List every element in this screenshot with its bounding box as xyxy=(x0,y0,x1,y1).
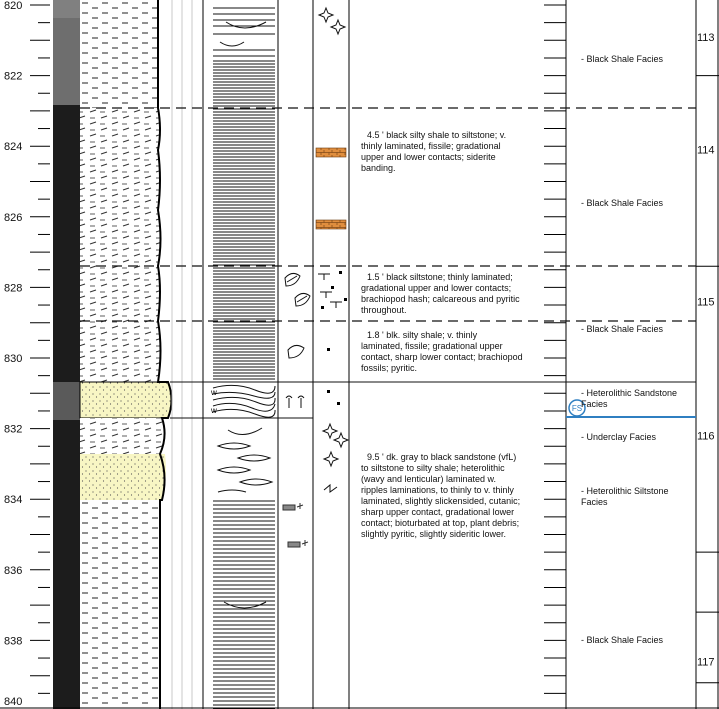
wavy-bedding xyxy=(213,385,275,417)
facies-label xyxy=(581,432,657,442)
slickenside-icon xyxy=(323,424,337,438)
depth-label: 834 xyxy=(4,494,23,507)
bed-description-line: 1.8 ' blk. silty shale; v. thinly xyxy=(367,330,478,340)
lith-silt-1 xyxy=(80,108,161,266)
wavy-mark-2: w xyxy=(211,406,217,415)
plant-debris-icon xyxy=(302,540,308,546)
wavy-mark-1: w xyxy=(211,388,217,397)
brachiopod-icon xyxy=(288,345,304,358)
bed-description-line: throughout. xyxy=(361,305,407,315)
sedimentary-structures-column xyxy=(210,0,275,709)
lith-shale-top xyxy=(80,0,158,108)
pyrite-icon xyxy=(321,271,347,405)
sample-column xyxy=(544,5,719,709)
facies-label-line: - Black Shale Facies xyxy=(581,54,664,64)
root-trace-icon xyxy=(286,396,292,408)
grain-size-guides xyxy=(172,0,203,709)
flooding-surface-label: FS xyxy=(571,404,583,413)
facies-labels xyxy=(581,54,677,645)
plant-debris-icon xyxy=(288,542,300,547)
facies-label-line: Facies xyxy=(581,497,608,507)
bed-description-line: fossils; pyritic. xyxy=(361,363,418,373)
depth-label: 828 xyxy=(4,282,23,295)
lithology-column xyxy=(80,0,172,709)
bed-description-line: (wavy and lenticular) laminated w. xyxy=(361,474,497,484)
facies-label-line: Facies xyxy=(581,399,608,409)
sample-label: 114 xyxy=(697,144,715,157)
lith-sandstone-2 xyxy=(80,454,166,500)
depth-label: 820 xyxy=(4,0,23,12)
bed-description xyxy=(361,272,520,315)
bed-description-line: laminated, slightly slickensided, cutanic; xyxy=(361,496,521,506)
bed-description-line: slightly pyritic, slightly sideritic lower. xyxy=(361,529,507,539)
facies-label xyxy=(581,198,664,208)
sample-label: 113 xyxy=(697,31,715,44)
brachiopod-icon xyxy=(295,293,310,306)
lamination-block-bottom xyxy=(213,500,275,709)
depth-label: 832 xyxy=(4,423,23,436)
lith-silt-3 xyxy=(80,321,161,382)
depth-label: 836 xyxy=(4,564,23,577)
slickenside-icon xyxy=(331,20,345,34)
facies-label-line: - Heterolithic Sandstone xyxy=(581,388,678,398)
slickenside-icon xyxy=(334,433,348,447)
depth-label: 830 xyxy=(4,353,23,365)
depth-label: 826 xyxy=(4,211,23,224)
bed-description-line: contact, sharp lower contact; brachiopod xyxy=(361,352,523,362)
siderite-band-icon xyxy=(316,148,346,157)
accessories-column xyxy=(316,8,348,492)
bed-description xyxy=(361,330,523,373)
slickenside-icon xyxy=(319,8,333,22)
depth-axis xyxy=(4,0,50,709)
bed-description-line: ripples laminations, to thinly to v. thinly xyxy=(361,485,514,495)
fossil-column xyxy=(283,273,310,547)
root-trace-icon xyxy=(298,396,304,408)
bed-description-line: 1.5 ' black siltstone; thinly laminated; xyxy=(367,272,513,282)
depth-label: 824 xyxy=(4,141,23,154)
facies-label xyxy=(581,324,664,334)
depth-label: 840 xyxy=(4,696,23,708)
bed-description-line: laminated, fissile; gradational upper xyxy=(361,341,503,351)
depth-ticks xyxy=(30,5,50,709)
gamma-bar-highlight-2 xyxy=(53,0,80,18)
facies-label-line: - Underclay Facies xyxy=(581,432,657,442)
bed-description-line: gradational upper and lower contacts; xyxy=(361,283,512,293)
bed-descriptions xyxy=(361,130,523,539)
siderite-band-icon xyxy=(316,220,346,229)
bed-description-line: upper and lower contacts; siderite xyxy=(361,152,496,162)
lith-silt-4 xyxy=(80,418,165,454)
lith-silt-2 xyxy=(80,266,160,321)
bed-description xyxy=(361,130,506,173)
slickenside-icon xyxy=(324,452,338,466)
bed-description-line: banding. xyxy=(361,163,396,173)
facies-label xyxy=(581,54,664,64)
bed-description-line: sharp upper contact, gradational lower xyxy=(361,507,515,517)
facies-label xyxy=(581,388,677,409)
plant-debris-icon xyxy=(297,503,303,509)
facies-label-line: - Black Shale Facies xyxy=(581,324,664,334)
cutan-icon xyxy=(324,485,337,492)
depth-label: 838 xyxy=(4,635,23,648)
bed-description-line: contact; bioturbated at top, plant debris; xyxy=(361,518,520,528)
lith-shale-bottom xyxy=(80,500,160,709)
sample-label: 115 xyxy=(697,296,715,309)
gamma-bar-sand-highlight xyxy=(53,382,80,420)
facies-label-line: - Black Shale Facies xyxy=(581,198,664,208)
bed-description-line: 9.5 ' dk. gray to black sandstone (vfL) xyxy=(367,452,517,462)
sample-label: 117 xyxy=(697,656,715,669)
bed-description xyxy=(361,452,520,539)
bed-description-line: thinly laminated, fissile; gradational xyxy=(361,141,501,151)
lith-erosive-contact xyxy=(158,0,172,709)
gamma-ray-column xyxy=(53,0,80,709)
facies-label-line: - Black Shale Facies xyxy=(581,635,664,645)
lith-sandstone-1 xyxy=(80,382,172,418)
depth-labels xyxy=(4,0,22,708)
facies-label xyxy=(581,486,669,507)
lamination-cover-top xyxy=(213,0,275,60)
sample-labels xyxy=(697,32,715,669)
sample-label: 116 xyxy=(697,430,715,443)
facies-label xyxy=(581,635,664,645)
plant-debris-icon xyxy=(283,505,295,510)
bed-description-line: 4.5 ' black silty shale to siltstone; v. xyxy=(367,130,507,140)
sample-ticks xyxy=(544,5,719,709)
depth-label: 822 xyxy=(4,70,23,83)
calcareous-icon xyxy=(318,274,342,308)
brachiopod-icon xyxy=(285,273,300,286)
facies-label-line: - Heterolithic Siltstone xyxy=(581,486,669,496)
bed-description-line: brachiopod hash; calcareous and pyritic xyxy=(361,294,520,304)
bed-description-line: to siltstone to silty shale; heterolithic xyxy=(361,463,505,473)
